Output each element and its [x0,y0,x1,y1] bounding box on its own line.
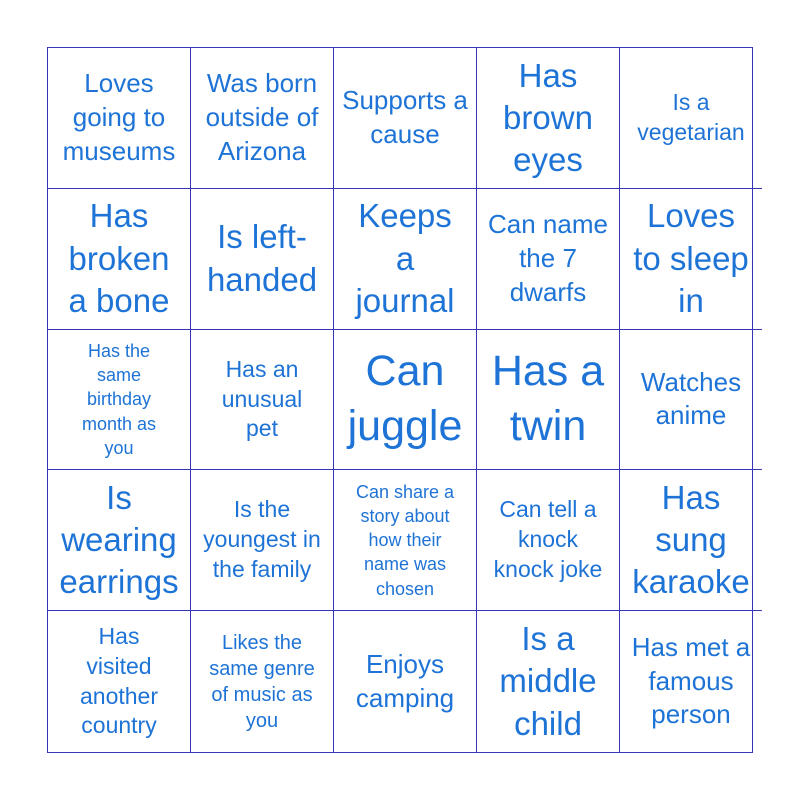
bingo-board [47,47,753,753]
cell-text: Has visited another country [79,622,158,739]
bingo-cell-r2c3[interactable] [334,189,477,330]
cell-text: Is left-handed [206,218,318,298]
bingo-cell-r2c5[interactable] [620,189,762,330]
cell-text: Is the youngest in the family [203,496,321,583]
cell-text: Has an unusual pet [221,355,303,442]
bingo-cell-r2c1[interactable] [48,189,191,330]
cell-text: Was born outside of Arizona [205,68,319,166]
bingo-cell-r1c2[interactable] [191,48,334,189]
bingo-cell-r2c4[interactable] [477,189,620,330]
bingo-cell-r5c4[interactable] [477,611,620,752]
cell-text: Keeps a journal [355,197,455,319]
bingo-cell-r1c1[interactable] [48,48,191,189]
cell-text: Is a vegetarian [637,89,745,145]
bingo-cell-r5c3[interactable] [334,611,477,752]
bingo-cell-r3c4[interactable] [477,330,620,471]
cell-text: Has a twin [491,347,605,451]
cell-text: Can share a story about how their name was chosen [355,481,455,599]
bingo-cell-r3c1[interactable] [48,330,191,471]
cell-text: Can juggle [347,347,463,451]
cell-text: Can tell a knock knock joke [493,496,603,583]
bingo-cell-r1c3[interactable] [334,48,477,189]
cell-text: Is wearing earrings [59,478,179,601]
cell-text: Is a middle child [499,620,597,742]
bingo-cell-r1c4[interactable] [477,48,620,189]
bingo-cell-r3c3[interactable] [334,330,477,471]
cell-text: Enjoys camping [355,648,455,713]
cell-text: Can name the 7 dwarfs [488,209,608,307]
cell-text: Has met a famous person [631,631,751,730]
cell-text: Has sung karaoke [632,478,750,601]
cell-text: Watches anime [640,366,742,431]
cell-text: Supports a cause [342,85,468,149]
bingo-cell-r5c2[interactable] [191,611,334,752]
bingo-cell-r4c4[interactable] [477,470,620,611]
cell-text: Has brown eyes [503,56,593,179]
cell-text: Likes the same genre of music as you [209,631,315,732]
bingo-cell-r2c2[interactable] [191,189,334,330]
bingo-cell-r1c5[interactable] [620,48,762,189]
bingo-cell-r4c1[interactable] [48,470,191,611]
cell-text: Loves going to museums [62,68,176,166]
bingo-cell-r5c1[interactable] [48,611,191,752]
cell-text: Has broken a bone [68,197,170,319]
bingo-cell-r3c2[interactable] [191,330,334,471]
bingo-cell-r4c2[interactable] [191,470,334,611]
bingo-cell-r5c5[interactable] [620,611,762,752]
cell-text: Loves to sleep in [633,197,749,319]
bingo-cell-r4c3[interactable] [334,470,477,611]
cell-text: Has the same birthday month as you [81,340,157,458]
bingo-cell-r4c5[interactable] [620,470,762,611]
bingo-cell-r3c5[interactable] [620,330,762,471]
